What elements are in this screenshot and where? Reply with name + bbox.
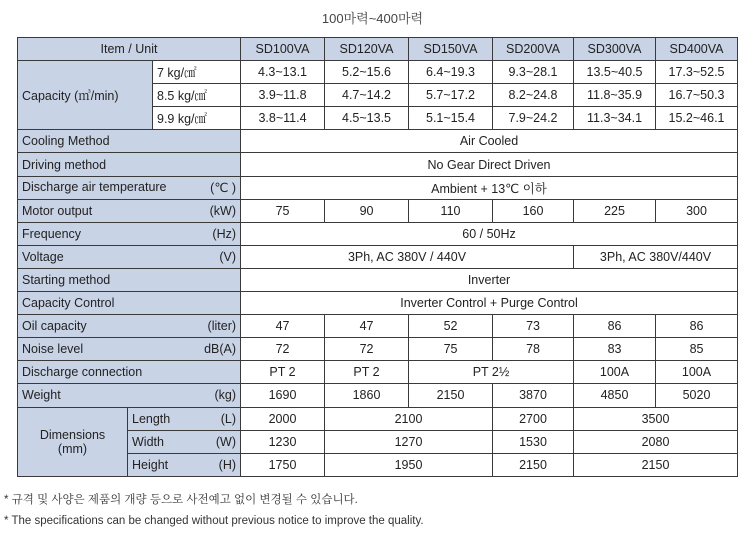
row-label: Frequency [22, 226, 82, 241]
driving-row [18, 153, 738, 176]
table-cell: 2700 [493, 407, 574, 430]
table-cell: 4850 [574, 384, 656, 407]
table-cell: 2000 [241, 407, 325, 430]
discharge-connection-row [18, 361, 738, 384]
table-cell: 3500 [574, 407, 738, 430]
table-cell: 4.7~14.2 [325, 84, 409, 107]
row-unit: (liter) [207, 319, 237, 334]
table-cell: 52 [409, 315, 493, 338]
table-cell: 2150 [493, 453, 574, 476]
table-cell: 90 [325, 199, 409, 222]
table-cell: 100A [656, 361, 738, 384]
table-cell: 3Ph, AC 380V / 440V [241, 245, 574, 268]
cooling-label: Cooling Method [18, 130, 241, 153]
table-cell: 3.8~11.4 [241, 107, 325, 130]
model-header: SD120VA [325, 38, 409, 61]
capacity-row [18, 61, 738, 84]
table-cell: 72 [241, 338, 325, 361]
table-cell: 60 / 50Hz [241, 222, 738, 245]
motor-row [18, 199, 738, 222]
row-label: Length [132, 411, 171, 426]
row-unit: dB(A) [204, 342, 237, 357]
model-header: SD150VA [409, 38, 493, 61]
english-note: * The specifications can be changed without previous notice to improve the quality. [4, 515, 424, 527]
table-cell: 47 [325, 315, 409, 338]
height-label [128, 453, 241, 476]
table-cell: Inverter [241, 268, 738, 291]
width-label [128, 430, 241, 453]
motor-label [18, 199, 241, 222]
item-unit-header: Item / Unit [18, 38, 241, 61]
row-label: Oil capacity [22, 319, 87, 334]
row-label: Weight [22, 388, 61, 403]
row-label: Motor output [22, 203, 93, 218]
row-unit: (V) [219, 249, 237, 264]
table-cell: 75 [241, 199, 325, 222]
length-label [128, 407, 241, 430]
table-cell: 75 [409, 338, 493, 361]
table-cell: 2150 [574, 453, 738, 476]
row-label: Height [132, 457, 169, 472]
table-cell: 1230 [241, 430, 325, 453]
table-cell: 2100 [325, 407, 493, 430]
discharge-temp-label [18, 176, 241, 199]
table-cell: 78 [493, 338, 574, 361]
row-unit: (℃ ) [210, 181, 237, 196]
voltage-label [18, 245, 241, 268]
frequency-row [18, 222, 738, 245]
table-cell: Ambient + 13℃ 이하 [241, 176, 738, 199]
table-cell: 6.4~19.3 [409, 61, 493, 84]
table-cell: No Gear Direct Driven [241, 153, 738, 176]
noise-label [18, 338, 241, 361]
table-cell: 300 [656, 199, 738, 222]
voltage-row [18, 245, 738, 268]
weight-label [18, 384, 241, 407]
oil-label [18, 315, 241, 338]
table-cell: 11.3~34.1 [574, 107, 656, 130]
table-cell: 7.9~24.2 [493, 107, 574, 130]
oil-row [18, 315, 738, 338]
model-header: SD200VA [493, 38, 574, 61]
capacity-control-row [18, 292, 738, 315]
row-unit: (H) [218, 457, 237, 472]
spec-table [17, 37, 738, 477]
row-unit: (kg) [214, 388, 237, 403]
korean-note: * 규격 및 사양은 제품의 개량 등으로 사전예고 없이 변경될 수 있습니다. [4, 494, 358, 506]
weight-row [18, 384, 738, 407]
table-cell: 9.3~28.1 [493, 61, 574, 84]
table-cell: 160 [493, 199, 574, 222]
table-cell: 15.2~46.1 [656, 107, 738, 130]
dimensions-unit: (mm) [57, 441, 88, 456]
starting-label: Starting method [18, 268, 241, 291]
dimensions-row [18, 407, 738, 430]
table-cell: 1860 [325, 384, 409, 407]
table-cell: 1530 [493, 430, 574, 453]
table-cell: 5.1~15.4 [409, 107, 493, 130]
capacity-label: Capacity (㎥/min) [18, 61, 153, 130]
table-cell: 73 [493, 315, 574, 338]
frequency-label [18, 222, 241, 245]
table-cell: 110 [409, 199, 493, 222]
table-cell: 47 [241, 315, 325, 338]
table-cell: 4.5~13.5 [325, 107, 409, 130]
table-cell: Inverter Control + Purge Control [241, 292, 738, 315]
model-header: SD400VA [656, 38, 738, 61]
driving-label: Driving method [18, 153, 241, 176]
table-cell: 3870 [493, 384, 574, 407]
table-cell: 86 [656, 315, 738, 338]
dimensions-title: Dimensions [39, 427, 106, 442]
table-cell: 3Ph, AC 380V/440V [574, 245, 738, 268]
table-cell: 86 [574, 315, 656, 338]
dimensions-label [18, 407, 128, 476]
table-cell: 5.2~15.6 [325, 61, 409, 84]
table-cell: 1950 [325, 453, 493, 476]
noise-row [18, 338, 738, 361]
row-label: Discharge air temperature [22, 180, 167, 195]
discharge-connection-label: Discharge connection [18, 361, 241, 384]
table-cell: PT 2 [325, 361, 409, 384]
table-cell: 72 [325, 338, 409, 361]
table-cell: 4.3~13.1 [241, 61, 325, 84]
table-cell: 13.5~40.5 [574, 61, 656, 84]
table-cell: 2150 [409, 384, 493, 407]
table-cell: 8.2~24.8 [493, 84, 574, 107]
table-cell: 11.8~35.9 [574, 84, 656, 107]
table-cell: 85 [656, 338, 738, 361]
model-header: SD100VA [241, 38, 325, 61]
table-cell: 5020 [656, 384, 738, 407]
table-cell: 17.3~52.5 [656, 61, 738, 84]
table-cell: 1750 [241, 453, 325, 476]
row-unit: (L) [220, 411, 237, 426]
row-unit: (kW) [209, 203, 237, 218]
table-cell: 83 [574, 338, 656, 361]
pressure-label: 8.5 kg/㎠ [153, 84, 241, 107]
cooling-row [18, 130, 738, 153]
discharge-temp-row [18, 176, 738, 199]
table-cell: PT 2 [241, 361, 325, 384]
model-header: SD300VA [574, 38, 656, 61]
capacity-control-label: Capacity Control [18, 292, 241, 315]
starting-row [18, 268, 738, 291]
table-cell: 16.7~50.3 [656, 84, 738, 107]
table-cell: 1690 [241, 384, 325, 407]
table-cell: PT 2½ [409, 361, 574, 384]
table-cell: 3.9~11.8 [241, 84, 325, 107]
row-label: Noise level [22, 342, 84, 357]
pressure-label: 7 kg/㎠ [153, 61, 241, 84]
table-cell: 5.7~17.2 [409, 84, 493, 107]
row-label: Voltage [22, 249, 64, 264]
page-title: 100마력~400마력 [321, 11, 424, 26]
table-cell: Air Cooled [241, 130, 738, 153]
table-cell: 2080 [574, 430, 738, 453]
table-cell: 225 [574, 199, 656, 222]
row-label: Width [132, 434, 164, 449]
pressure-label: 9.9 kg/㎠ [153, 107, 241, 130]
row-unit: (W) [215, 434, 237, 449]
table-cell: 100A [574, 361, 656, 384]
table-cell: 1270 [325, 430, 493, 453]
header-row [18, 38, 738, 61]
row-unit: (Hz) [212, 226, 237, 241]
